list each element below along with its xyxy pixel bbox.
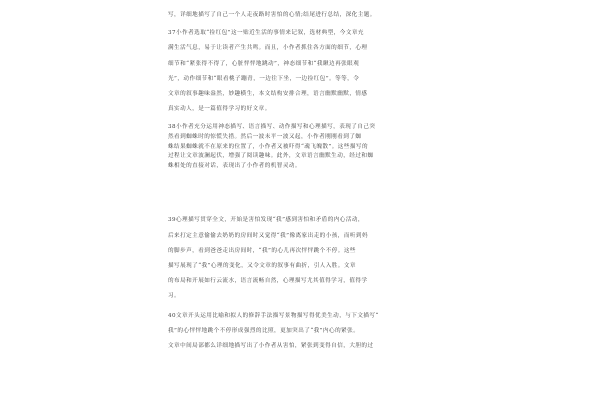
text-line: 的脚步声，看到爸爸走出房间时，“我”的心儿再次怦怦跳个不停。这些 xyxy=(168,247,356,254)
text-line: 习。 xyxy=(168,293,181,300)
paragraph-36-ending xyxy=(168,8,440,23)
text-line: 文章中间局部都么详细地描写出了小作者从害怕，紧张到变得自信，大胆的过 xyxy=(168,343,374,350)
text-line: 过程让文章波澜起伏，增强了阅读趣味。此外，文章语言幽默生动，经过和蜘 xyxy=(168,153,374,160)
text-line: 满生活气息，易于让读者产生共鸣。而且，小作者抓住各方面的细节，心理 xyxy=(168,45,368,52)
text-line: 40文章开头运用比喻和拟人的修辞手法描写景物描写得优美生动，与下文描写“ xyxy=(168,312,379,319)
text-line: 后来打定主意偷偷去奶奶的房间时又觉得“我”像离家出走的小孩，而听到妈 xyxy=(168,232,369,239)
paragraph-37 xyxy=(168,26,440,117)
text-line: 37小作者选取“捡红包”这一贴近生活的事情来记叙，选材典型，今文章充 xyxy=(168,30,364,37)
text-line: 我”的心怦怦地跳个不停形成强烈的比照，更加突出了“我”内心的紧张。 xyxy=(168,327,360,334)
text-line: 文章的叙事趣味盎然，妙趣横生，本文结构安排合理，语言幽默幽默，情感 xyxy=(168,91,368,98)
paragraph-39 xyxy=(168,213,440,304)
text-line: 细节和“紧张得不得了，心脏怦怦地跳动”，神态细节和“我瞅边再张眼观 xyxy=(168,60,360,67)
paragraph-40 xyxy=(168,309,440,355)
text-line: 描写展现了“我”心理的变化，又令文章的叙事有曲折，引人入胜。文章 xyxy=(168,263,356,269)
text-line: 然看到蜘蛛时的惊慌失措。然后一波未平一波又起，小作者刚刚看到了蜘 xyxy=(168,134,362,141)
text-line: 蛛结果蜘蛛就不在原来的位置了，小作者又被吓得“魂飞魄散”。这些描写的 xyxy=(168,143,369,150)
text-column xyxy=(168,8,440,354)
text-line: 写，详细地描写了自己一个人走夜路时害怕的心情;结尾进行总结，深化主题。 xyxy=(168,12,376,18)
text-line: 真实动人，是一篇值得学习的好文章。 xyxy=(168,106,271,113)
text-line: 光”，动作细节和“眼看桃子蹦青，一边往下坐，一边捡红包”。等等，令 xyxy=(168,75,360,82)
text-line: 的布局和开展如行云流水，语言流畅自然，心理描写尤其值得学习，值得学 xyxy=(168,278,368,285)
text-line: 39心理描写贯穿全文，开始是害怕发现“我”感到害怕和矛盾的内心活动， xyxy=(168,217,364,224)
paragraph-38 xyxy=(168,123,440,171)
text-line: 38小作者充分运用神态描写、语言描写、动作描写和心理描写，表现了自己突 xyxy=(168,124,376,131)
text-line: 蛛相处的直接对话，表现出了小作者的机智灵动。 xyxy=(168,162,301,169)
